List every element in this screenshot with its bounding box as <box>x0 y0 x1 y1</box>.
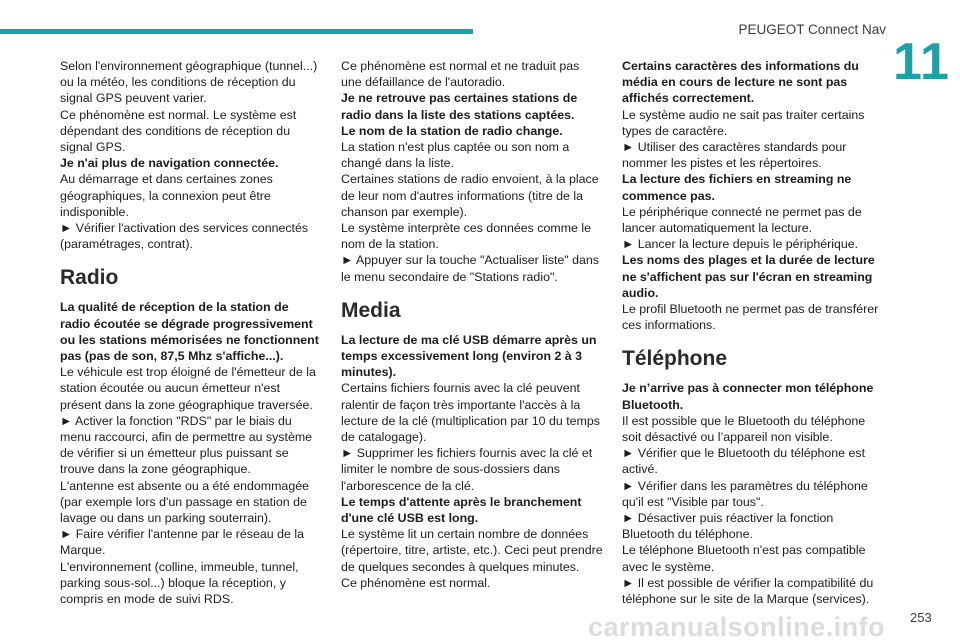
instruction: ► Vérifier l'activation des services connectés (paramétrages, contrat). <box>60 221 309 252</box>
paragraph: Le système interprète ces données comme le nom de la station. <box>341 221 592 252</box>
instruction: ► Lancer la lecture depuis le périphérique. <box>622 237 859 252</box>
paragraph: La station n'est plus captée ou son nom a changé dans la liste. <box>341 140 570 171</box>
paragraph: Le périphérique connecté ne permet pas de lancer automatiquement la lecture. <box>622 204 862 236</box>
paragraph: L'antenne est absente ou a été endommagée (par exemple lors d'un passage en station de lavage ou dans un parking souterrain). <box>60 478 309 526</box>
column-3 <box>622 58 884 607</box>
question: La lecture de ma clé USB démarre après un temps excessivement long (environ 2 à 3 minutes). <box>341 332 597 380</box>
paragraph: Ce phénomène est normal et ne traduit pas une défaillance de l'autoradio. <box>341 59 580 90</box>
chapter-number: 11 <box>893 33 950 91</box>
page-number: 253 <box>910 610 932 625</box>
section-heading-telephone: Téléphone <box>622 347 728 371</box>
column-2 <box>341 58 603 591</box>
question: Je ne retrouve pas certaines stations de radio dans la liste des stations captées. <box>341 91 578 122</box>
question: Je n’arrive pas à connecter mon téléphone Bluetooth. <box>622 381 874 412</box>
instruction: ► Faire vérifier l'antenne par le réseau de la Marque. <box>60 527 304 558</box>
instruction: ► Utiliser des caractères standards pour nommer les pistes et les répertoires. <box>622 140 847 171</box>
paragraph: Le téléphone Bluetooth n'est pas compatible avec le système. <box>622 543 866 574</box>
instruction: ► Activer la fonction "RDS" par le biais du menu raccourci, afin de permettre au système de vérifier si un émetteur plus puissant se trouve dans la zone géographique. <box>60 413 313 477</box>
question: Certains caractères des informations du média en cours de lecture ne sont pas affichés correctement. <box>622 59 859 106</box>
running-header: PEUGEOT Connect Nav <box>738 22 886 37</box>
instruction: ► Vérifier dans les paramètres du téléphone qu'il est "Visible par tous". <box>622 478 868 509</box>
question: Le nom de la station de radio change. <box>341 123 563 138</box>
paragraph: Ce phénomène est normal. <box>341 575 491 590</box>
paragraph: Au démarrage et dans certaines zones géographiques, la connexion peut être indisponible. <box>60 172 273 219</box>
question: Les noms des plages et la durée de lecture ne s'affichent pas sur l'écran en streaming audio. <box>622 253 875 300</box>
paragraph: Le véhicule est trop éloigné de l'émetteur de la station écoutée ou aucun émetteur n'est présent dans la zone géographique traversée. <box>60 365 316 412</box>
paragraph: Ce phénomène est normal. Le système est dépendant des conditions de réception du signal GPS. <box>60 107 297 155</box>
paragraph: L'environnement (colline, immeuble, tunnel, parking sous-sol...) bloque la réception, y compris en mode de suivi RDS. <box>60 559 299 607</box>
instruction: ► Il est possible de vérifier la compatibilité du téléphone sur le site de la Marque (services). <box>622 575 874 607</box>
section-heading-radio: Radio <box>60 266 119 290</box>
paragraph: Le système lit un certain nombre de données (répertoire, titre, artiste, etc.). Ceci peut prendre de quelques secondes à quelques minutes. <box>341 527 603 574</box>
paragraph: Le profil Bluetooth ne permet pas de transférer ces informations. <box>622 302 879 333</box>
paragraph: Selon l'environnement géographique (tunnel...) ou la météo, les conditions de réception du signal GPS peuvent varier. <box>60 59 318 106</box>
section-heading-media: Media <box>341 298 401 322</box>
paragraph: Le système audio ne sait pas traiter certains types de caractère. <box>622 107 865 138</box>
instruction: ► Supprimer les fichiers fournis avec la clé et limiter le nombre de sous-dossiers dans l'arborescence de la clé. <box>341 446 593 493</box>
paragraph: Certains fichiers fournis avec la clé peuvent ralentir de façon très importante l'accès à la lecture de la clé (multiplication par 10 du temps de catalogage). <box>341 381 600 445</box>
instruction: ► Appuyer sur la touche "Actualiser liste" dans le menu secondaire de "Stations radio". <box>341 253 599 284</box>
question: Je n'ai plus de navigation connectée. <box>60 156 279 171</box>
watermark: carmanualsonline.info <box>588 612 886 642</box>
question: La qualité de réception de la station de radio écoutée se dégrade progressivement ou les stations mémorisées ne fonctionnent pas (pas de son, 87,5 Mhz s'affiche...). <box>60 300 319 364</box>
instruction: ► Désactiver puis réactiver la fonction Bluetooth du téléphone. <box>622 511 834 542</box>
question: La lecture des fichiers en streaming ne commence pas. <box>622 172 852 203</box>
header-accent-bar <box>0 29 473 34</box>
question: Le temps d'attente après le branchement d'une clé USB est long. <box>341 494 582 526</box>
column-1 <box>60 58 322 607</box>
paragraph: Il est possible que le Bluetooth du téléphone soit désactivé ou l’appareil non visible. <box>622 413 866 445</box>
paragraph: Certaines stations de radio envoient, à la place de leur nom d'autres informations (titre de la chanson par exemple). <box>341 172 599 219</box>
instruction: ► Vérifier que le Bluetooth du téléphone est activé. <box>622 446 866 477</box>
